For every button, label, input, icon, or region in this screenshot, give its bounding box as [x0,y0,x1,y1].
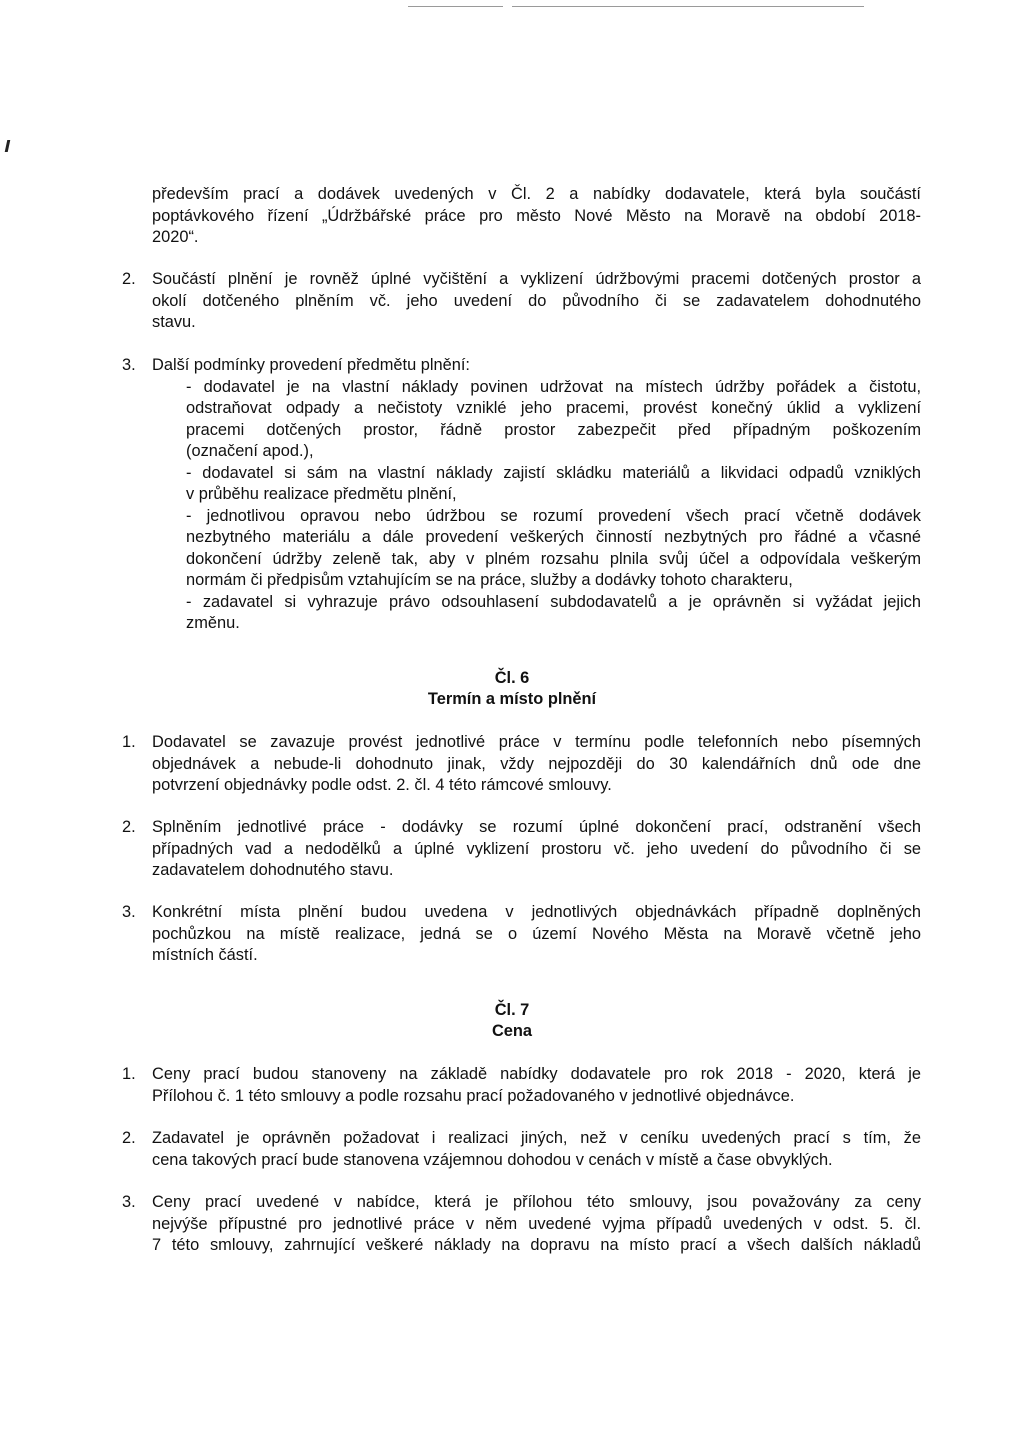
text-line: Zadavatel je oprávněn požadovat i realizaci jiných, než v ceníku uvedených prací s tím, že [152,1129,921,1147]
text-line: normám či předpisům vztahujícím se na práce, služby a dodávky tohoto charakteru, [186,571,793,589]
item-3-conditions [186,377,921,635]
intro-paragraph [152,184,921,249]
item-number: 3. [122,903,136,921]
text-line: - jednotlivou opravou nebo údržbou se rozumí provedení všech prací včetně dodávek [186,506,921,525]
text-line: pracemi dotčených prostor, řádně prostor zabezpečit před případným poškozením [186,420,921,439]
text-line: Součástí plnění je rovněž úplné vyčištění a vyklizení údržbovými pracemi dotčených prostor a [152,270,921,288]
text-line: poptávkového řízení „Údržbářské práce pro město Nové Město na Moravě na období 2018- [152,206,921,225]
article-6-item-3 [152,902,921,967]
text-line: Ceny prací budou stanoveny na základě nabídky dodavatele pro rok 2018 - 2020, která je [152,1065,921,1083]
article-7-item-3 [152,1192,921,1257]
text-line: dokončení údržby zeleně tak, aby v plném rozsahu plnila svůj účel a odpovídala veškerým [186,549,921,568]
article-7-item-1 [152,1064,921,1107]
scan-edge-line [408,6,503,7]
text-line: Konkrétní místa plnění budou uvedena v jednotlivých objednávkách případně doplněných [152,903,921,921]
text-line: Ceny prací uvedené v nabídce, která je přílohou této smlouvy, jsou považovány za ceny [152,1193,921,1211]
text-line: v průběhu realizace předmětu plnění, [186,485,457,503]
text-line: především prací a dodávek uvedených v Čl. 2 a nabídky dodavatele, která byla součástí [152,185,921,203]
text-line: Přílohou č. 1 této smlouvy a podle rozsahu prací požadovaného v jednotlivé objednávce. [152,1086,795,1105]
scan-mark [5,140,11,152]
article-6-item-1 [152,732,921,797]
text-line: nezbytného materiálu a dále provedení veškerých činností nezbytných pro řádné a včasné [186,528,921,546]
item-number: 1. [122,733,136,751]
text-line: místních částí. [152,946,258,964]
text-line: - dodavatel si sám na vlastní náklady zajistí skládku materiálů a likvidaci odpadů vzniklých [186,463,921,482]
text-line: Dodavatel se zavazuje provést jednotlivé práce v termínu podle telefonních nebo písemných [152,733,921,751]
item-number: 3. [122,356,136,374]
item-2-paragraph [152,269,921,334]
text-line: cena takových prací bude stanovena vzájemnou dohodou v cenách v místě a čase obvyklých. [152,1150,833,1169]
item-number: 1. [122,1065,136,1083]
item-number: 2. [122,1129,136,1147]
item-number: 2. [122,818,136,836]
text-line: změnu. [186,614,240,632]
text-line: potvrzení objednávky podle odst. 2. čl. 4 této rámcové smlouvy. [152,776,612,794]
item-number: 3. [122,1193,136,1211]
text-line: (označení apod.), [186,442,314,460]
text-line: - zadavatel si vyhrazuje právo odsouhlasení subdodavatelů a je oprávněn si vyžádat jejich [186,592,921,611]
text-line: odstraňovat odpady a nečistoty vzniklé jeho pracemi, provést konečný úklid a vyklizení [186,399,921,417]
text-line: pochůzkou na místě realizace, jedná se o území Nového Města na Moravě včetně jeho [152,924,921,943]
scan-edge-line [512,6,864,7]
article-6-number: Čl. 6 [494,669,530,687]
text-line: nejvýše přípustné pro jednotlivé práce v něm uvedené vyjma případů uvedených v odst. 5. čl. [152,1214,921,1233]
text-line: 2020“. [152,228,199,246]
article-6-title: Termín a místo plnění [427,690,597,708]
text-line: případných vad a nedodělků a úplné vyklizení prostoru vč. jeho uvedení do původního či se [152,839,921,858]
article-7-number: Čl. 7 [494,1001,530,1019]
article-6-item-2 [152,817,921,882]
text-line: Další podmínky provedení předmětu plnění: [152,356,470,374]
article-7-item-2 [152,1128,921,1171]
text-line: 7 této smlouvy, zahrnující veškeré náklady na dopravu na místo prací a všech dalších nákladů [152,1236,921,1254]
text-line: Splněním jednotlivé práce - dodávky se rozumí úplné dokončení prací, odstranění všech [152,818,921,836]
item-3-title [152,355,921,377]
text-line: - dodavatel je na vlastní náklady povinen udržovat na místech údržby pořádek a čistotu, [186,377,921,396]
item-number: 2. [122,270,136,288]
text-line: objednávek a nebude-li dohodnuto jinak, vždy nejpozději do 30 kalendářních dnů ode dne [152,754,921,773]
text-line: stavu. [152,313,196,331]
article-7-title: Cena [491,1022,533,1040]
text-line: zadavatelem dohodnutého stavu. [152,861,394,879]
text-line: okolí dotčeného plněním vč. jeho uvedení do původního či se zadavatelem dohodnutého [152,291,921,310]
